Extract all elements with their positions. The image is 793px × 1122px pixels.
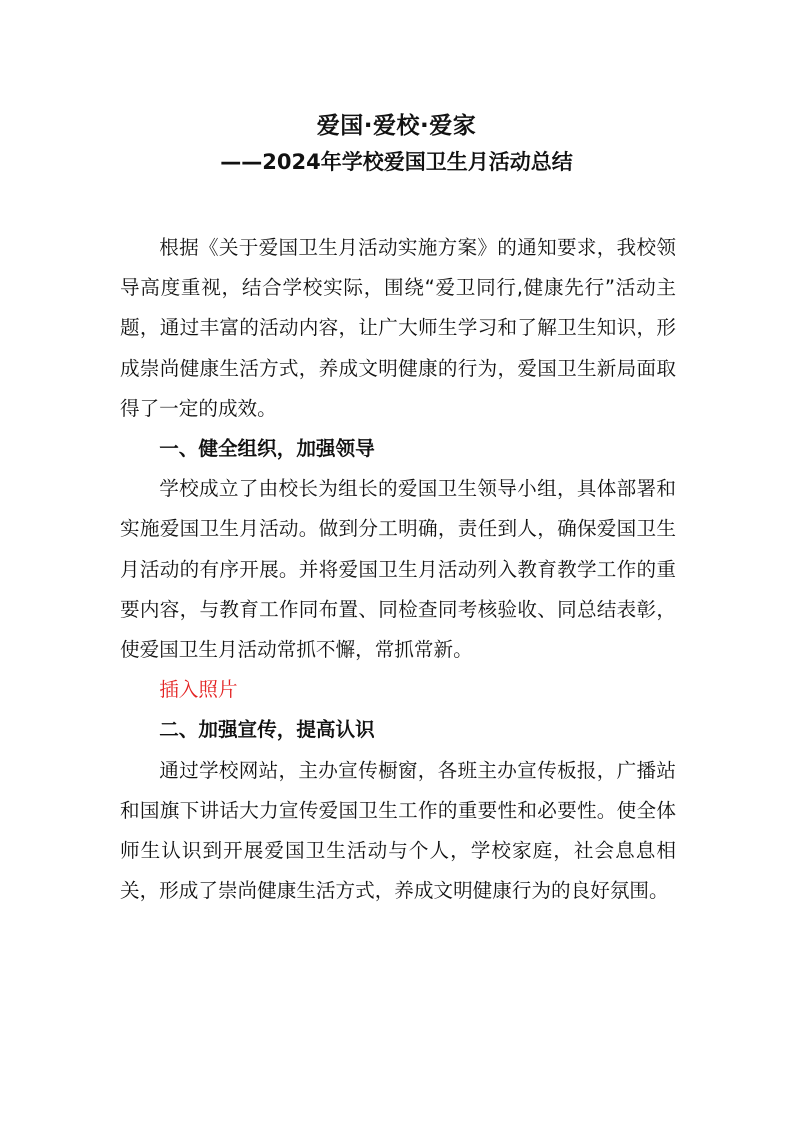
document-title: 爱国·爱校·爱家 <box>316 113 477 139</box>
section-body-2: 通过学校网站，主办宣传橱窗，各班主办宣传板报，广播站和国旗下讲话大力宣传爱国卫生工作的重要性和必要性。使全体师生认识到开展爱国卫生活动与个人，学校家庭，社会息息相关，形成了崇尚健康生活方式，养成文明健康行为的良好氛围。 <box>120 758 676 903</box>
section-heading-1: 一、健全组织，加强领导 <box>159 437 375 461</box>
title-block <box>0 108 793 180</box>
insert-photo-note: 插入照片 <box>159 678 238 702</box>
intro-paragraph: 根据《关于爱国卫生月活动实施方案》的通知要求，我校领导高度重视，结合学校实际，围绕“爱卫同行,健康先行”活动主题，通过丰富的活动内容，让广大师生学习和了解卫生知识，形成崇尚健康生活方式，养成文明健康的行为，爱国卫生新局面取得了一定的成效。 <box>120 236 676 420</box>
document-subtitle: ——2024年学校爱国卫生月活动总结 <box>220 150 573 174</box>
section-heading-2: 二、加强宣传，提高认识 <box>159 718 375 742</box>
document-body <box>120 228 676 911</box>
section-body-1: 学校成立了由校长为组长的爱国卫生领导小组，具体部署和实施爱国卫生月活动。做到分工明确，责任到人，确保爱国卫生月活动的有序开展。并将爱国卫生月活动列入教育教学工作的重要内容，与教育工作同布置、同检查同考核验收、同总结表彰，使爱国卫生月活动常抓不懈，常抓常新。 <box>120 477 676 662</box>
